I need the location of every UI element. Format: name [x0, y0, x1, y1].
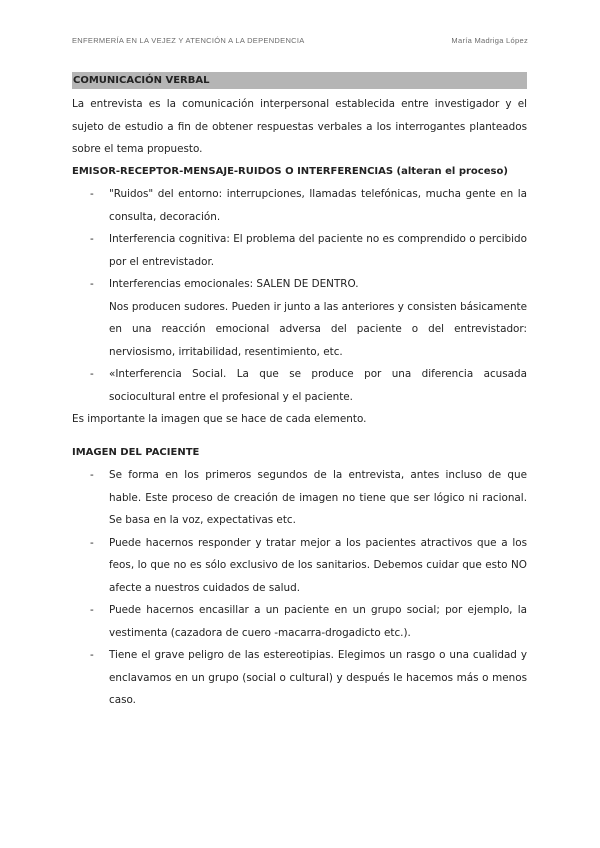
list-item — [72, 183, 527, 228]
list-item-text: «Interferencia Social. La que se produce por una diferencia acusada sociocultural entre el profesional y el paciente. — [109, 368, 527, 403]
list-item-text: Puede hacernos responder y tratar mejor a los pacientes atractivos que a los feos, lo que no es sólo exclusivo de los sanitarios. Debemos cuidar que esto NO afecte a nuestros cuidados de salud. — [109, 536, 527, 594]
list-item-extra-text: Nos producen sudores. Pueden ir junto a las anteriores y consisten básicamente en una reacción emocional adversa del paciente o del entrevistador: nerviosismo, irritabilidad, resentimiento, etc. — [109, 300, 527, 358]
list-item-text: Puede hacernos encasillar a un paciente en un grupo social; por ejemplo, la vestimenta (cazadora de cuero -macarra-drogadicto etc.). — [109, 604, 527, 639]
subheading-emisor-receptor: EMISOR-RECEPTOR-MENSAJE-RUIDOS O INTERFERENCIAS (alteran el proceso) — [72, 165, 508, 177]
list-item-text: Se forma en los primeros segundos de la entrevista, antes incluso de que hable. Este proceso de creación de imagen no tiene que ser lógico ni racional. Se basa en la voz, expectativas etc. — [109, 469, 527, 526]
interferences-list — [72, 183, 527, 408]
intro-paragraph: La entrevista es la comunicación interpersonal establecida entre investigador y el sujeto de estudio a fin de obtener respuestas verbales a los interrogantes planteados sobre el tema propuesto. — [72, 98, 527, 155]
document-body — [72, 72, 527, 712]
list-item — [72, 228, 527, 273]
list-item-text: "Ruidos" del entorno: interrupciones, llamadas telefónicas, mucha gente en la consulta, decoración. — [109, 188, 527, 223]
author-name: María Madrigа López — [451, 36, 528, 45]
patient-image-list — [72, 464, 527, 712]
list-item — [72, 363, 527, 408]
running-header — [72, 36, 528, 45]
list-item — [72, 644, 527, 712]
section-title-comunicacion-verbal: COMUNICACIÓN VERBAL — [72, 72, 527, 89]
section-title-imagen-paciente: IMAGEN DEL PACIENTE — [72, 446, 200, 458]
list-item — [72, 273, 527, 363]
list-item-text: Tiene el grave peligro de las estereotipias. Elegimos un rasgo o una cualidad y enclavamos en un grupo (social o cultural) y después le hacemos más o menos caso. — [109, 649, 527, 706]
list-item — [72, 532, 527, 600]
list-item-text: - Interferencias emocionales: SALEN DE DENTRO. — [109, 278, 359, 290]
list-item — [72, 599, 527, 644]
closing-paragraph: Es importante la imagen que se hace de cada elemento. — [72, 413, 367, 425]
list-item-text: Interferencia cognitiva: El problema del paciente no es comprendido o percibido por el entrevistador. — [109, 233, 527, 268]
list-item — [72, 464, 527, 532]
section-spacer — [72, 431, 527, 442]
document-title: ENFERMERÍA EN LA VEJEZ Y ATENCIÓN A LA DEPENDENCIA — [72, 36, 305, 45]
